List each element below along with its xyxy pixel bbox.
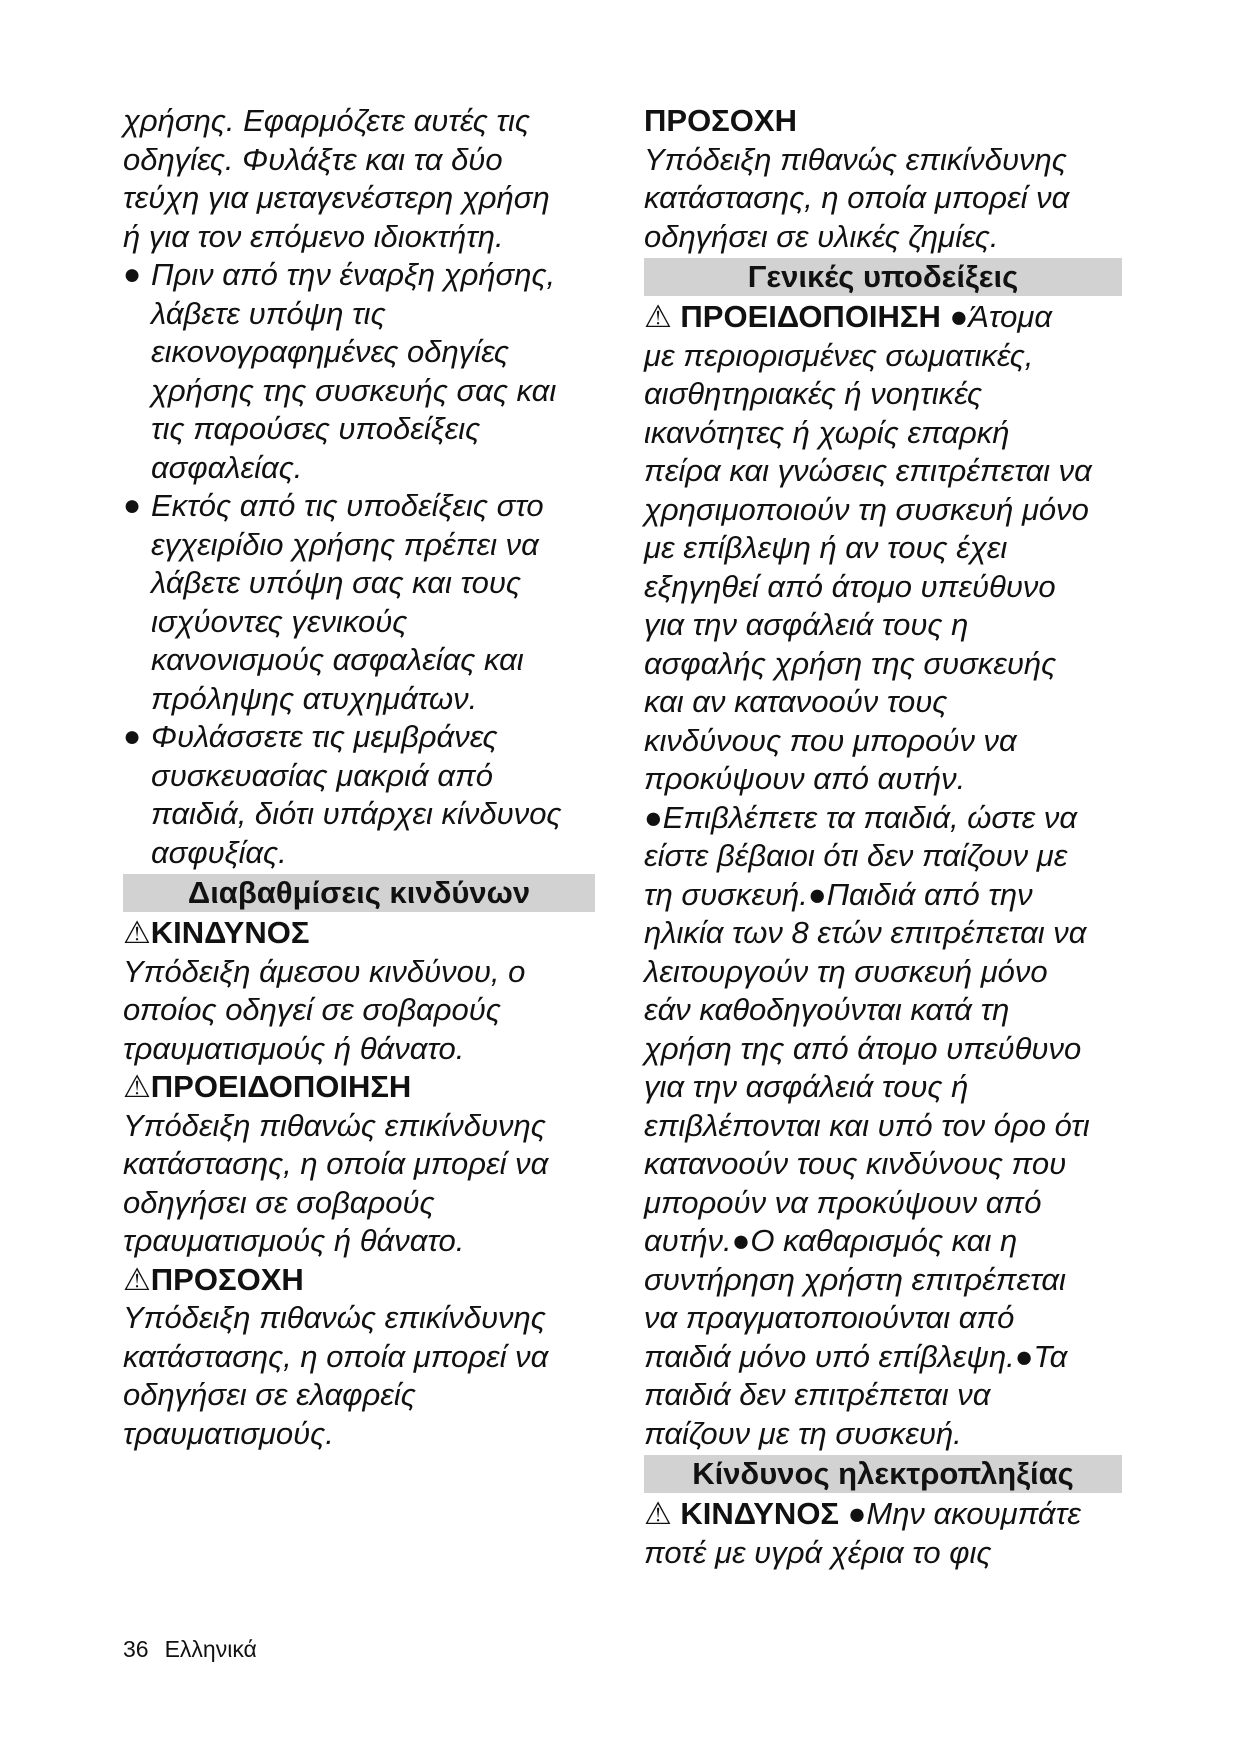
text-line: χρησιμοποιούν τη συσκευή μόνο	[644, 491, 1089, 527]
text-line: χρήσης. Εφαρμόζετε αυτές τις	[123, 103, 530, 138]
section-heading-general-notes: Γενικές υποδείξεις	[644, 258, 1122, 296]
text-line: είστε βέβαιοι ότι δεν παίζουν με	[644, 838, 1068, 873]
intro-paragraph	[123, 102, 595, 256]
text-line: λάβετε υπόψη τις	[151, 295, 386, 331]
text-line: κατανοούν τους κινδύνους που	[644, 1146, 1067, 1181]
text-line: παιδιά μόνο υπό επίβλεψη.●Τα	[644, 1338, 1068, 1374]
text-line: οδηγήσει σε σοβαρούς	[123, 1184, 435, 1220]
hazard-label: ΚΙΝΔΥΝΟΣ	[150, 915, 310, 950]
text-line: για την ασφάλειά τους η	[644, 607, 969, 642]
text-line: οδηγήσει σε ελαφρείς	[123, 1377, 416, 1412]
notice-material-damage	[644, 102, 1122, 256]
text-line: κινδύνους που μπορούν να	[644, 722, 1017, 758]
text-line: οποίος οδηγεί σε σοβαρούς	[123, 992, 501, 1027]
text-line: παιδιά, διότι υπάρχει κίνδυνος	[151, 796, 562, 831]
text-line: χρήσης της συσκευής σας και	[151, 372, 557, 408]
text-line: τραυματισμούς.	[123, 1415, 334, 1451]
bullet-item	[123, 718, 595, 872]
hazard-level-danger	[123, 914, 595, 1068]
text-line: να πραγματοποιούνται από	[644, 1300, 1015, 1335]
text-line: λάβετε υπόψη σας και τους	[151, 565, 521, 600]
text-line: εάν καθοδηγούνται κατά τη	[644, 992, 1010, 1027]
text-line: ή για τον επόμενο ιδιοκτήτη.	[123, 218, 504, 254]
page-footer	[123, 1636, 273, 1663]
text-inline: ●Μην ακουμπάτε	[839, 1496, 1081, 1531]
text-line: τραυματισμούς ή θάνατο.	[123, 1223, 465, 1258]
text-line: ηλικία των 8 ετών επιτρέπεται να	[644, 915, 1087, 950]
text-line: αυτήν.●Ο καθαρισμός και η	[644, 1223, 1018, 1258]
text-line: οδηγήσει σε υλικές ζημίες.	[644, 218, 999, 254]
text-line: ικανότητες ή χωρίς επαρκή	[644, 414, 1010, 450]
warning-label: ⚠ ΠΡΟΕΙΔΟΠΟΙΗΣΗ	[644, 299, 941, 334]
text-line: τραυματισμούς ή θάνατο.	[123, 1030, 465, 1066]
text-line: ασφυξίας.	[151, 834, 287, 870]
text-line: και αν κατανοούν τους	[644, 684, 948, 719]
text-line: τεύχη για μεταγενέστερη χρήση	[123, 180, 550, 215]
text-line: εγχειρίδιο χρήσης πρέπει να	[151, 526, 539, 562]
text-line: εξηγηθεί από άτομο υπεύθυνο	[644, 568, 1056, 604]
text-line: τις παρούσες υποδείξεις	[151, 411, 481, 446]
bullet-item	[123, 256, 595, 487]
text-line: συντήρηση χρήστη επιτρέπεται	[644, 1261, 1066, 1297]
bullet-item	[123, 487, 595, 718]
text-line: ασφαλείας.	[151, 449, 303, 485]
text-line: ποτέ με υγρά χέρια το φις	[644, 1534, 992, 1570]
hazard-label: ΠΡΟΣΟΧΗ	[150, 1261, 304, 1297]
text-line: λειτουργούν τη συσκευή μόνο	[644, 953, 1048, 989]
danger-label: ⚠ ΚΙΝΔΥΝΟΣ	[644, 1496, 840, 1531]
text-line: χρήση της από άτομο υπεύθυνο	[644, 1030, 1082, 1066]
text-line: τη συσκευή.●Παιδιά από την	[644, 876, 1033, 912]
text-line: Υπόδειξη πιθανώς επικίνδυνης	[123, 1300, 546, 1335]
text-inline: ●Άτομα	[940, 299, 1052, 334]
text-line: προκύψουν από αυτήν.	[644, 761, 966, 796]
text-line: επιβλέπονται και υπό τον όρο ότι	[644, 1107, 1090, 1143]
text-line: με περιορισμένες σωματικές,	[644, 337, 1034, 373]
page-number: 36	[123, 1636, 149, 1662]
text-line: παιδιά δεν επιτρέπεται να	[644, 1377, 991, 1412]
bullet-icon: ●	[123, 489, 142, 522]
text-line: συσκευασίας μακριά από	[151, 757, 494, 793]
text-line: κανονισμούς ασφαλείας και	[151, 642, 524, 677]
text-line: κατάστασης, η οποία μπορεί να	[123, 1338, 549, 1374]
right-column	[644, 102, 1122, 1572]
text-line: εικονογραφημένες οδηγίες	[151, 334, 509, 369]
bullet-icon: ●	[123, 258, 142, 291]
text-line: Υπόδειξη πιθανώς επικίνδυνης	[123, 1107, 546, 1143]
hazard-level-caution	[123, 1261, 595, 1454]
notice-label: ΠΡΟΣΟΧΗ	[644, 103, 797, 138]
text-line: Φυλάσσετε τις μεμβράνες	[151, 719, 498, 754]
text-line: Πριν από την έναρξη χρήσης,	[151, 257, 556, 292]
text-line: Υπόδειξη πιθανώς επικίνδυνης	[644, 141, 1067, 177]
warning-icon: ⚠	[123, 915, 151, 950]
text-line: για την ασφάλειά τους ή	[644, 1069, 969, 1104]
warning-icon: ⚠	[123, 1261, 151, 1297]
hazard-level-warning	[123, 1068, 595, 1261]
text-line: πρόληψης ατυχημάτων.	[151, 680, 478, 716]
section-heading-electric-shock: Κίνδυνος ηλεκτροπληξίας	[644, 1455, 1122, 1493]
text-line: παίζουν με τη συσκευή.	[644, 1415, 962, 1451]
left-column	[123, 102, 595, 1453]
footer-language: Ελληνικά	[164, 1636, 257, 1662]
text-line: μπορούν να προκύψουν από	[644, 1184, 1042, 1220]
text-line: με επίβλεψη ή αν τους έχει	[644, 530, 1008, 565]
warning-icon: ⚠	[123, 1069, 151, 1104]
hazard-label: ΠΡΟΕΙΔΟΠΟΙΗΣΗ	[150, 1069, 412, 1104]
text-line: οδηγίες. Φυλάξτε και τα δύο	[123, 141, 503, 177]
text-line: Υπόδειξη άμεσου κινδύνου, ο	[123, 953, 526, 989]
section-heading-hazard-levels: Διαβαθμίσεις κινδύνων	[123, 874, 595, 912]
text-line: αισθητηριακές ή νοητικές	[644, 376, 983, 411]
text-line: κατάστασης, η οποία μπορεί να	[644, 180, 1070, 215]
text-line: ασφαλής χρήση της συσκευής	[644, 645, 1057, 681]
text-line: ●Επιβλέπετε τα παιδιά, ώστε να	[644, 799, 1078, 835]
general-notes-body	[644, 298, 1122, 1453]
text-line: πείρα και γνώσεις επιτρέπεται να	[644, 453, 1092, 488]
bullet-icon: ●	[123, 720, 142, 753]
text-line: ισχύοντες γενικούς	[151, 603, 408, 639]
text-line: Εκτός από τις υποδείξεις στο	[151, 488, 544, 523]
text-line: κατάστασης, η οποία μπορεί να	[123, 1146, 549, 1181]
electric-shock-body	[644, 1495, 1122, 1572]
